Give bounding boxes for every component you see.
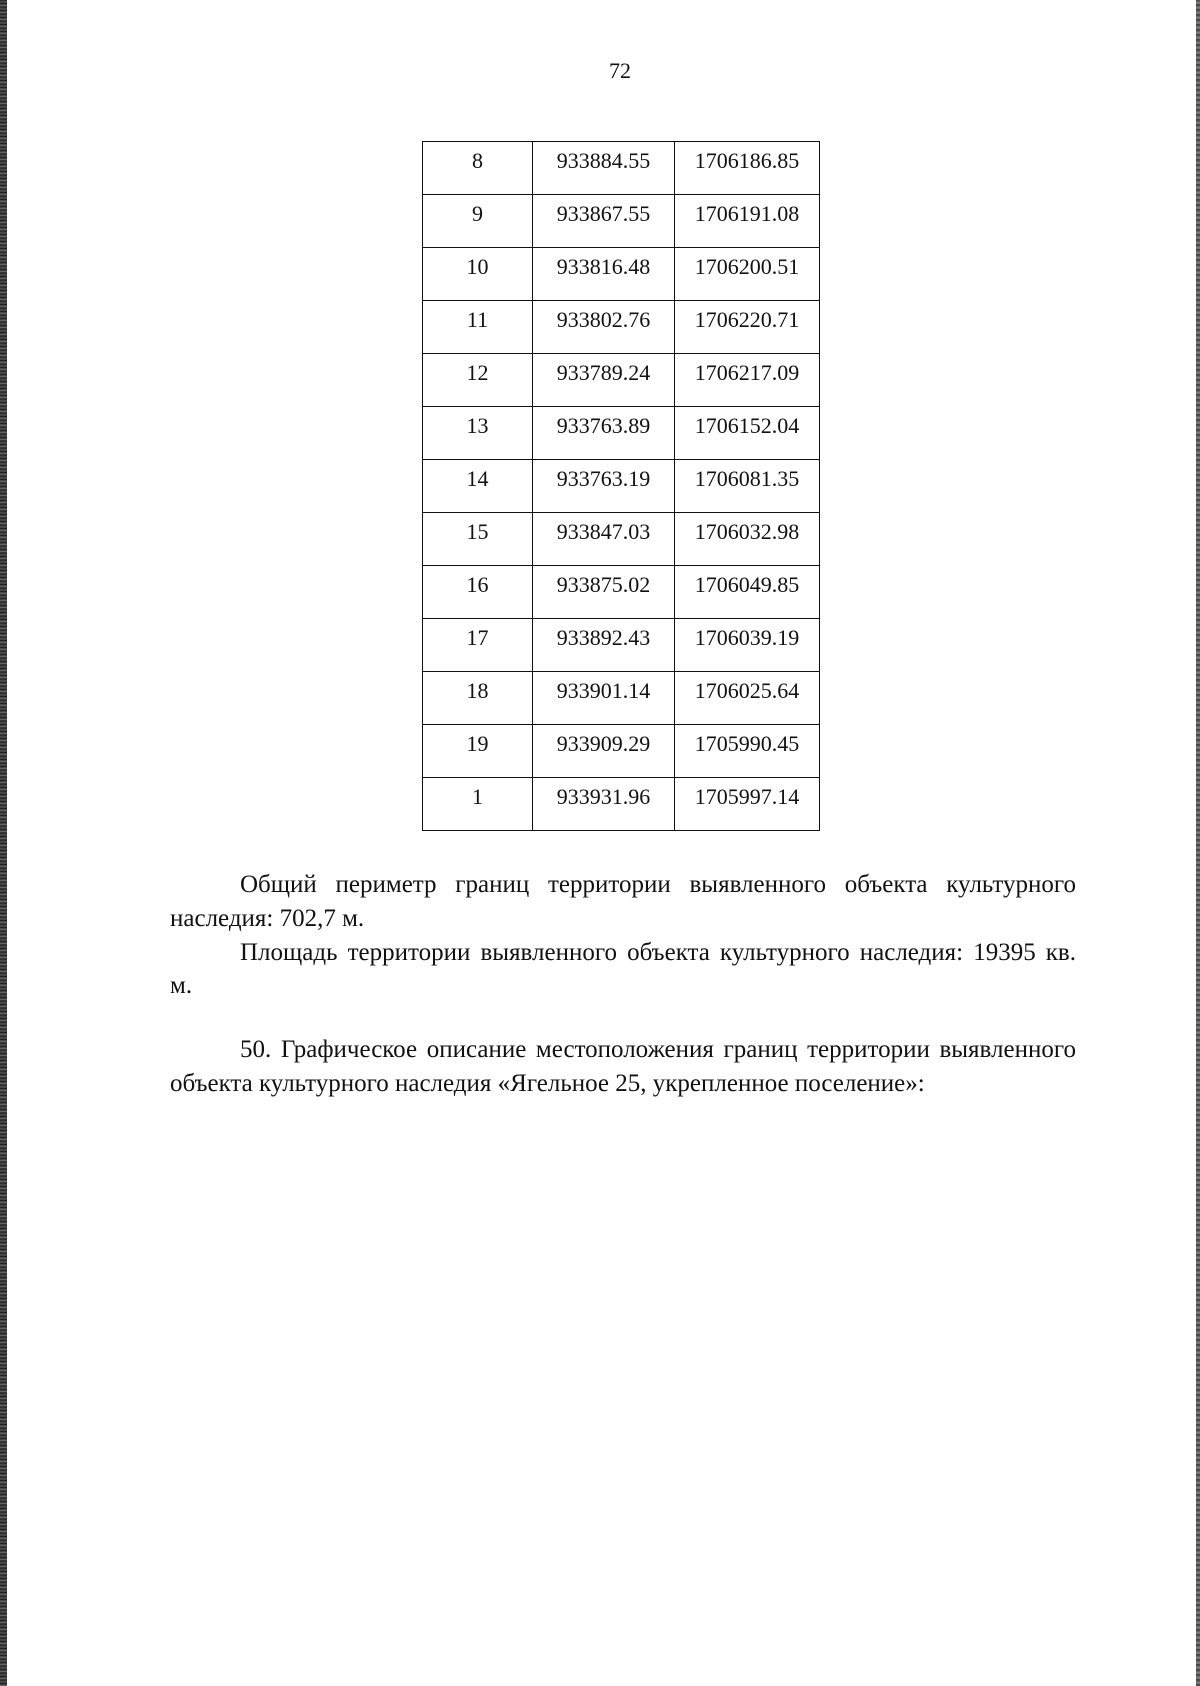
x-coordinate-cell	[533, 301, 675, 354]
x-coordinate-cell	[533, 513, 675, 566]
x-coordinate-cell	[533, 142, 675, 195]
x-coordinate: 933763.19	[556, 466, 651, 491]
point-number: 14	[466, 466, 489, 491]
point-number: 17	[466, 625, 489, 650]
y-coordinate-cell	[675, 566, 820, 619]
y-coordinate-cell	[675, 619, 820, 672]
point-number-cell	[423, 672, 533, 725]
x-coordinate-cell	[533, 778, 675, 831]
page-number: 72	[609, 58, 631, 83]
y-coordinate: 1706220.71	[694, 307, 800, 332]
scan-edge-left	[0, 0, 7, 1686]
y-coordinate: 1706200.51	[694, 254, 800, 279]
perimeter-paragraph: Общий периметр границ территории выявленного объекта культурного наследия: 702,7 м.	[170, 871, 1076, 932]
table-row	[423, 142, 820, 195]
y-coordinate: 1705997.14	[694, 784, 800, 809]
y-coordinate: 1706049.85	[694, 572, 800, 597]
y-coordinate: 1705990.45	[694, 731, 800, 756]
point-number-cell	[423, 142, 533, 195]
table-row	[423, 248, 820, 301]
x-coordinate: 933909.29	[556, 731, 651, 756]
y-coordinate: 1706081.35	[694, 466, 800, 491]
point-number: 1	[472, 784, 483, 809]
y-coordinate-cell	[675, 460, 820, 513]
point-number: 10	[466, 254, 489, 279]
x-coordinate-cell	[533, 672, 675, 725]
x-coordinate-cell	[533, 566, 675, 619]
table-row	[423, 725, 820, 778]
x-coordinate: 933884.55	[556, 148, 651, 173]
point-number: 9	[472, 201, 483, 226]
point-number: 15	[466, 519, 489, 544]
x-coordinate-cell	[533, 460, 675, 513]
table-row	[423, 566, 820, 619]
x-coordinate-cell	[533, 195, 675, 248]
point-number-cell	[423, 460, 533, 513]
y-coordinate-cell	[675, 142, 820, 195]
x-coordinate-cell	[533, 354, 675, 407]
table-row	[423, 778, 820, 831]
x-coordinate-cell	[533, 619, 675, 672]
y-coordinate-cell	[675, 354, 820, 407]
x-coordinate: 933931.96	[556, 784, 651, 809]
y-coordinate: 1706039.19	[694, 625, 800, 650]
y-coordinate-cell	[675, 725, 820, 778]
point-number: 19	[466, 731, 489, 756]
y-coordinate: 1706191.08	[694, 201, 800, 226]
coordinates-table	[422, 141, 820, 831]
point-number-cell	[423, 513, 533, 566]
point-number-cell	[423, 778, 533, 831]
x-coordinate: 933875.02	[556, 572, 651, 597]
point-number-cell	[423, 248, 533, 301]
point-number-cell	[423, 301, 533, 354]
x-coordinate: 933867.55	[556, 201, 651, 226]
point-number: 11	[466, 307, 489, 332]
y-coordinate-cell	[675, 195, 820, 248]
x-coordinate-cell	[533, 725, 675, 778]
point-number-cell	[423, 354, 533, 407]
y-coordinate: 1706217.09	[694, 360, 800, 385]
y-coordinate: 1706032.98	[694, 519, 800, 544]
y-coordinate-cell	[675, 407, 820, 460]
x-coordinate: 933789.24	[556, 360, 651, 385]
point-number: 16	[466, 572, 489, 597]
point-number-cell	[423, 407, 533, 460]
table-row	[423, 354, 820, 407]
x-coordinate: 933802.76	[556, 307, 651, 332]
x-coordinate-cell	[533, 248, 675, 301]
x-coordinate: 933901.14	[556, 678, 651, 703]
x-coordinate: 933847.03	[556, 519, 651, 544]
summary-block	[170, 868, 1076, 1003]
point-number: 8	[472, 148, 483, 173]
point-number-cell	[423, 566, 533, 619]
area-paragraph: Площадь территории выявленного объекта культурного наследия: 19395 кв. м.	[170, 938, 1076, 1000]
table-row	[423, 619, 820, 672]
point-number-cell	[423, 195, 533, 248]
y-coordinate-cell	[675, 301, 820, 354]
y-coordinate: 1706186.85	[694, 148, 800, 173]
table-row	[423, 195, 820, 248]
point-number-cell	[423, 725, 533, 778]
section-50-paragraph: 50. Графическое описание местоположения границ территории выявленного объекта культурного наследия «Ягельное 25, укрепленное поселение»:	[170, 1036, 1076, 1097]
x-coordinate-cell	[533, 407, 675, 460]
point-number-cell	[423, 619, 533, 672]
table-row	[423, 460, 820, 513]
y-coordinate-cell	[675, 778, 820, 831]
scan-edge-right	[1196, 0, 1200, 1686]
point-number: 18	[466, 678, 489, 703]
x-coordinate: 933892.43	[556, 625, 651, 650]
table-row	[423, 407, 820, 460]
y-coordinate-cell	[675, 248, 820, 301]
table-row	[423, 513, 820, 566]
table-row	[423, 672, 820, 725]
point-number: 12	[466, 360, 489, 385]
section-50-block	[170, 1033, 1076, 1101]
x-coordinate: 933763.89	[556, 413, 651, 438]
y-coordinate-cell	[675, 513, 820, 566]
y-coordinate: 1706152.04	[694, 413, 800, 438]
y-coordinate-cell	[675, 672, 820, 725]
x-coordinate: 933816.48	[556, 254, 651, 279]
y-coordinate: 1706025.64	[694, 678, 800, 703]
table-row	[423, 301, 820, 354]
point-number: 13	[466, 413, 489, 438]
